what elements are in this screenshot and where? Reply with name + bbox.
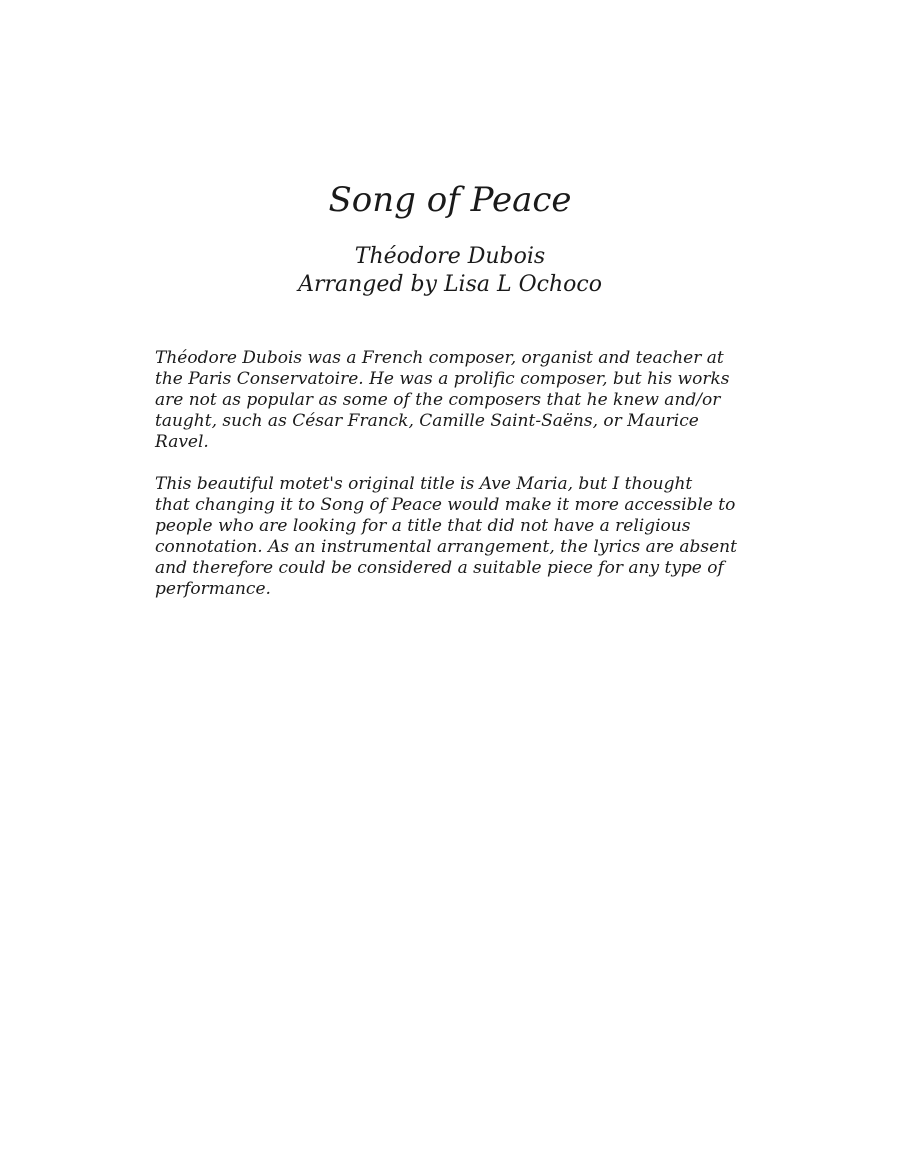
arranger-credit: Arranged by Lisa L Ochoco: [298, 272, 602, 297]
text-line: the Paris Conservatoire. He was a prolific composer, but his works: [155, 369, 730, 389]
text-line: performance.: [155, 579, 271, 599]
description: [155, 348, 755, 621]
text-line: taught, such as César Franck, Camille Saint-Saëns, or Maurice: [155, 411, 699, 431]
text-line: are not as popular as some of the composers that he knew and/or: [155, 390, 721, 410]
text-line: that changing it to Song of Peace would make it more accessible to: [155, 495, 736, 515]
text-line: Ravel.: [155, 432, 209, 452]
text-line: This beautiful motet's original title is Ave Maria, but I thought: [155, 474, 693, 494]
paragraph-about-arrangement: [155, 474, 755, 600]
text-line: people who are looking for a title that did not have a religious: [155, 516, 691, 536]
text-line: connotation. As an instrumental arrangement, the lyrics are absent: [155, 537, 737, 557]
composer-name: Théodore Dubois: [354, 244, 546, 269]
text-line: Théodore Dubois was a French composer, organist and teacher at: [155, 348, 724, 368]
text-line: and therefore could be considered a suitable piece for any type of: [155, 558, 724, 578]
credits: [0, 243, 900, 299]
page-title: Song of Peace: [328, 180, 572, 220]
paragraph-biography: [155, 348, 755, 453]
